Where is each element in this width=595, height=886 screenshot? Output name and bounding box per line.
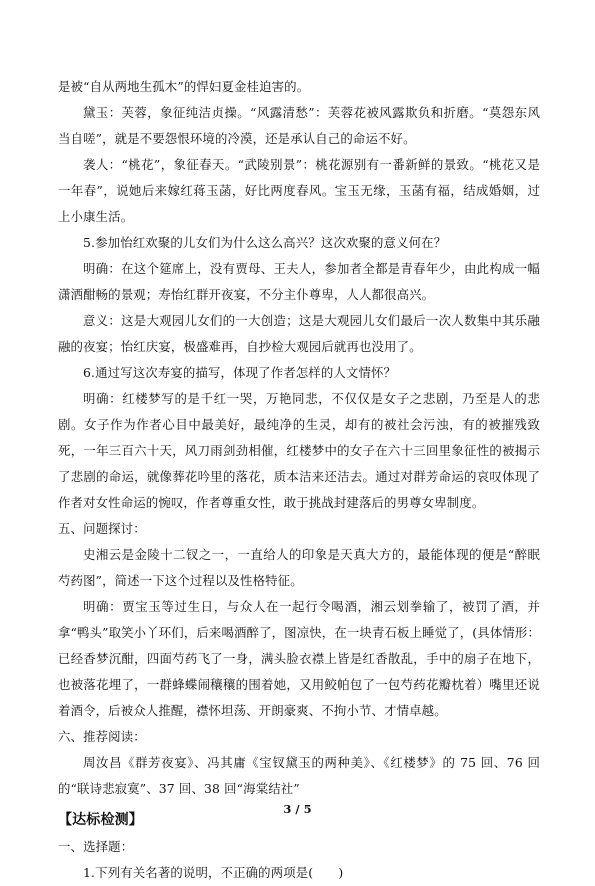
section-5-answer: 明确：贾宝玉等过生日，与众人在一起行令喝酒，湘云划拳输了，被罚了酒，并拿“鸭头”取笑小丫环们，后来喝酒醉了，图凉快，在一块青石板上睡觉了，(具体情形：已经香梦沉酣，四面芍药飞了一身，满头脸衣襟上皆是红香散乱，手中的扇子在地下，也被落花埋了，一群蜂蝶闹穰穰的围着她，又用鲛帕包了一包芍药花瓣枕着）嘴里还说着酒令，后被众人推醒，襟怀坦荡、开朗豪爽、不拘小节、才情卓越。 — [58, 599, 540, 718]
question-5: 5.参加怡红欢聚的儿女们为什么这么高兴？这次欢聚的意义何在？ — [83, 235, 447, 250]
recommended-reading: 周汝昌《群芳夜宴》、冯其庸《宝钗黛玉的两种美》、《红楼梦》的 75 回、76 回的“联诗悲寂寞”、37 回、38 回“海棠结社” — [58, 755, 540, 796]
choice-question-1: 1.下列有关名著的说明，不正确的两项是( ) — [83, 865, 344, 880]
answer-5-meaning: 意义：这是大观园儿女们的一大创造；这是大观园儿女们最后一次人数集中其乐融融的夜宴；怡红庆宴，极盛难再，自抄检大观园后就再也没用了。 — [58, 313, 540, 354]
assessment-heading: 【达标检测】 — [58, 812, 143, 828]
question-6: 6.通过写这次寿宴的描写，体现了作者怎样的人文情怀？ — [83, 365, 397, 380]
choice-section-heading: 一、选择题： — [58, 839, 134, 854]
section-5-question: 史湘云是金陵十二钗之一，一直给人的印象是天真大方的，最能体现的便是“醉眠芍药图”，简述一下这个过程以及性格特征。 — [58, 547, 540, 588]
answer-5-clarify: 明确：在这个筵席上，没有贾母、王夫人，参加者全都是青春年少，由此构成一幅潇洒酣畅的景观；寿怡红群开夜宴，不分主仆尊卑，人人都很高兴。 — [58, 261, 540, 302]
paragraph-daiyu: 黛玉：芙蓉，象征纯洁贞操。“风露清愁”：芙蓉花被风露欺负和折磨。“莫怨东风当自嗟”，就是不要怨恨环境的冷漠，还是承认自己的命运不好。 — [58, 105, 540, 146]
paragraph-xiren: 袭人：“桃花”，象征春天。“武陵别景”：桃花源别有一番新鲜的景致。“桃花又是一年春”，说她后来嫁红蒋玉菡，好比两度春风。宝玉无缘，玉菡有福，结成婚姻，过上小康生活。 — [58, 157, 540, 224]
section-6-heading: 六、推荐阅读： — [58, 729, 146, 744]
answer-6: 明确：红楼梦写的是千红一哭，万艳同悲，不仅仅是女子之悲剧，乃至是人的悲剧。女子作为作者心目中最美好，最纯净的生灵，却有的被社会污浊，有的被摧残致死，一年三百六十天，风刀雨剑劲相催，红楼梦中的女子在六十三回里象征性的被揭示了悲剧的命运，就像葬花吟里的落花，质本洁来还洁去。通过对群芳命运的哀叹体现了作者对女性命运的惋叹，作者尊重女性，敢于挑战封建落后的男尊女卑制度。 — [58, 391, 540, 510]
page-number: 3 / 5 — [283, 802, 312, 816]
paragraph-continuation: 是被“自从两地生孤木”的悍妇夏金桂迫害的。 — [58, 79, 310, 94]
section-5-heading: 五、问题探讨： — [58, 521, 146, 536]
document-body — [58, 74, 540, 886]
